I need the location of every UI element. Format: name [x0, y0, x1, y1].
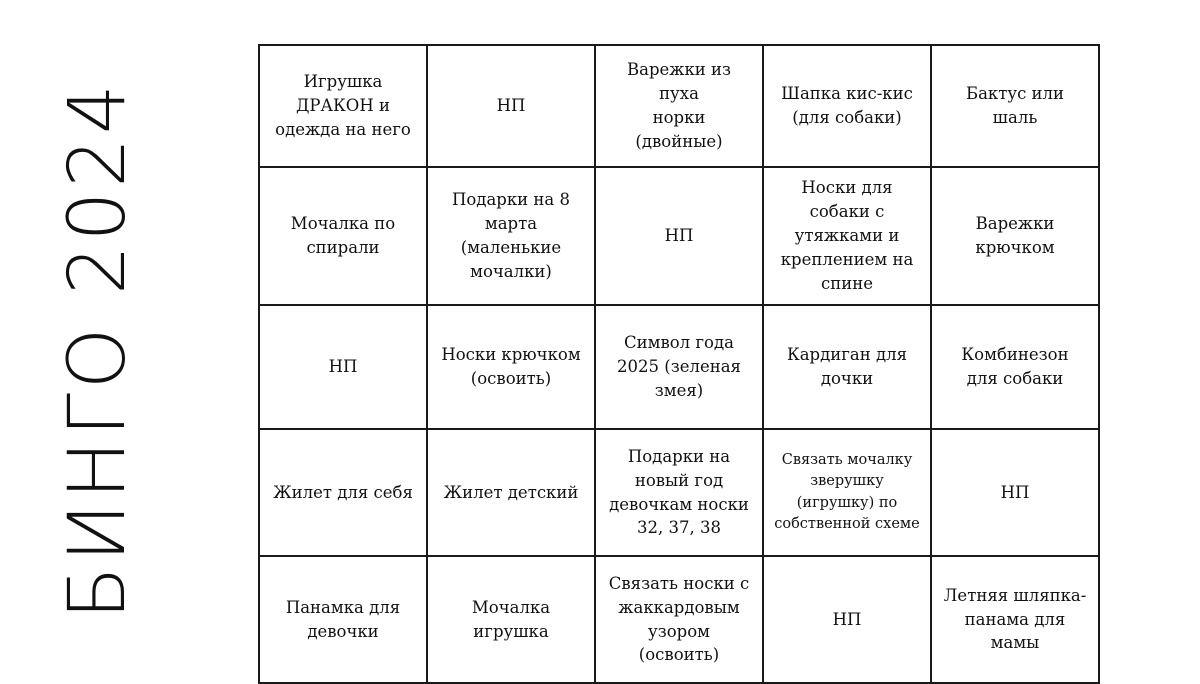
grid-cell: Бактус или шаль — [931, 45, 1099, 167]
grid-cell: Кардиган для дочки — [763, 305, 931, 429]
grid-row-3 — [259, 305, 1099, 429]
grid-cell: Варежки из пуха норки (двойные) — [595, 45, 763, 167]
grid-cell: Шапка кис-кис (для собаки) — [763, 45, 931, 167]
grid-cell: Подарки на новый год девочкам носки 32, 37, 38 — [595, 429, 763, 556]
grid-cell: НП — [763, 556, 931, 683]
grid-cell: НП — [595, 167, 763, 305]
grid-cell: Игрушка ДРАКОН и одежда на него — [259, 45, 427, 167]
grid-cell: Связать мочалку зверушку (игрушку) по собственной схеме — [763, 429, 931, 556]
vertical-title-container — [18, 80, 178, 620]
grid-cell: Мочалка игрушка — [427, 556, 595, 683]
grid-cell: НП — [259, 305, 427, 429]
grid-cell: Панамка для девочки — [259, 556, 427, 683]
grid-row-1 — [259, 45, 1099, 167]
grid-row-5 — [259, 556, 1099, 683]
grid-cell: Связать носки с жаккардовым узором (освоить) — [595, 556, 763, 683]
grid-cell: Носки для собаки с утяжками и креплением на спине — [763, 167, 931, 305]
grid-cell: Комбинезон для собаки — [931, 305, 1099, 429]
grid-cell: Жилет для себя — [259, 429, 427, 556]
grid-cell: Носки крючком (освоить) — [427, 305, 595, 429]
grid-row-2 — [259, 167, 1099, 305]
bingo-grid — [258, 44, 1100, 684]
grid-cell: Мочалка по спирали — [259, 167, 427, 305]
grid-cell: НП — [427, 45, 595, 167]
grid-cell: Подарки на 8 марта (маленькие мочалки) — [427, 167, 595, 305]
grid-cell: Варежки крючком — [931, 167, 1099, 305]
grid-cell: Летняя шляпка- панама для мамы — [931, 556, 1099, 683]
grid-cell: Жилет детский — [427, 429, 595, 556]
grid-row-4 — [259, 429, 1099, 556]
page-title: БИНГО 2024 — [53, 80, 143, 620]
grid-cell: Символ года 2025 (зеленая змея) — [595, 305, 763, 429]
grid-cell: НП — [931, 429, 1099, 556]
